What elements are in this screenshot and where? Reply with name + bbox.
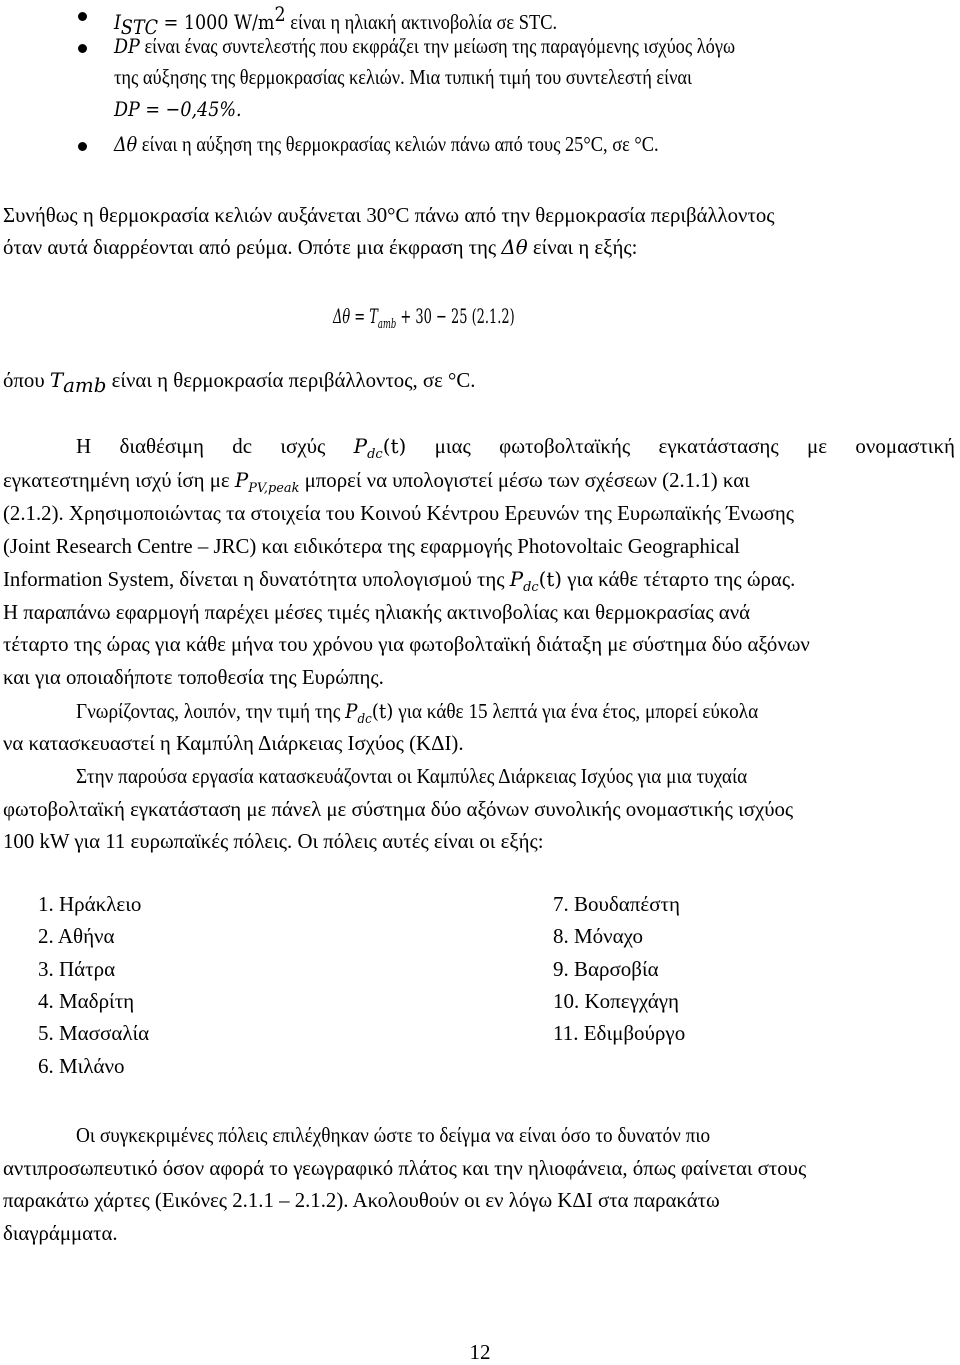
para4-line3: 100 kW για 11 ευρωπαϊκές πόλεις. Οι πόλεις αυτές είναι οι εξής: [3,829,544,853]
list-item: 2. Αθήνα [38,924,115,948]
para5-line4: διαγράμματα. [3,1221,118,1245]
p-pv-peak-symbol: $P_{PV,peak}$ [234,468,300,496]
para2-line3: (2.1.2). Χρησιμοποιώντας τα στοιχεία του Κοινού Κέντρου Ερευνών της Ευρωπαϊκής Ένωσης [3,501,795,525]
para1-line2: όταν αυτά διαρρέονται από ρεύμα. Οπότε μια έκφραση της Δθ είναι η εξής: [3,235,638,259]
bullet-marker [78,12,87,21]
para3-line1: Γνωρίζοντας, λοιπόν, την τιμή της $P_{dc}(t)$ για κάθε 15 λεπτά για ένα έτος, μπορεί εύκολα [76,699,759,727]
para2-line1: Η διαθέσιμη dc ισχύς $P_{dc}(t)$ μιας φωτοβολταϊκής εγκατάστασης με ονομαστική [76,432,955,469]
para4-line2: φωτοβολταϊκή εγκατάσταση με πάνελ με σύστημα δύο αξόνων συνολικής ονομαστικής ισχύος [3,797,794,821]
p-dc-symbol: $P_{dc}(t)$ [353,434,407,462]
bullet-2: DP είναι ένας συντελεστής που εκφράζει την μείωση της παραγόμενης ισχύος λόγω [114,34,736,58]
list-item: 1. Ηράκλειο [38,892,142,916]
list-item: 6. Μιλάνο [38,1054,125,1078]
bullet-3: Δθ είναι η αύξηση της θερμοκρασίας κελιών πάνω από τους 25°C, σε °C. [114,132,659,156]
para2-line6: Η παραπάνω εφαρμογή παρέχει μέσες τιμές ηλιακής ακτινοβολίας και θερμοκρασίας ανά [3,600,751,624]
where-line: όπου $T_{amb}$ είναι η θερμοκρασία περιβάλλοντος, σε °C. [3,368,476,398]
para2-line7: τέταρτο της ώρας για κάθε μήνα του χρόνου για φωτοβολταϊκή διάταξη με σύστημα δύο αξόνων [3,632,810,656]
list-item: 8. Μόναχο [553,924,644,948]
para4-line1: Στην παρούσα εργασία κατασκευάζονται οι Καμπύλες Διάρκειας Ισχύος για μια τυχαία [76,764,748,788]
equation-2-1-2: $\Delta\theta = T_{amb} + 30 - 25$ (2.1.2) [333,304,515,332]
para5-line2: αντιπροσωπευτικό όσον αφορά το γεωγραφικό πλάτος και την ηλιοφάνεια, όπως φαίνεται στους [3,1156,807,1180]
list-item: 7. Βουδαπέστη [553,892,680,916]
bullet-marker [78,44,87,53]
para2-line8: και για οποιαδήποτε τοποθεσία της Ευρώπης. [3,665,384,689]
list-item: 9. Βαρσοβία [553,957,659,981]
list-item: 5. Μασσαλία [38,1021,150,1045]
list-item: 10. Κοπεγχάγη [553,989,679,1013]
para5-line1: Οι συγκεκριμένες πόλεις επιλέχθηκαν ώστε το δείγμα να είναι όσο το δυνατόν πιο [76,1123,711,1147]
para2-line5: Information System, δίνεται η δυνατότητα υπολογισμού της $P_{dc}(t)$ για κάθε τέταρτο της ώρας. [3,567,796,595]
list-item: 3. Πάτρα [38,957,116,981]
list-item: 11. Εδιμβούργο [553,1021,686,1045]
para5-line3: παρακάτω χάρτες (Εικόνες 2.1.1 – 2.1.2). Ακολουθούν οι εν λόγω ΚΔΙ στα παρακάτω [3,1188,720,1212]
bullet-2-line3: DP = −0,45%. [114,97,242,121]
para3-line2: να κατασκευαστεί η Καμπύλη Διάρκειας Ισχύος (ΚΔΙ). [3,731,464,755]
para2-line4: (Joint Research Centre – JRC) και ειδικότερα της εφαρμογής Photovoltaic Geographical [3,534,740,558]
bullet-2-line2: της αύξησης της θερμοκρασίας κελιών. Μια τυπική τιμή του συντελεστή είναι [114,65,693,89]
bullet-1: $I_{STC} = 1000$ $W/m^2$ είναι η ηλιακή ακτινοβολία σε STC. [114,2,558,40]
para1-line1: Συνήθως η θερμοκρασία κελιών αυξάνεται 30°C πάνω από την θερμοκρασία περιβάλλοντος [3,203,775,227]
page-number: 12 [469,1340,491,1364]
para2-line2: εγκατεστημένη ισχύ ίση με $P_{PV,peak}$ μπορεί να υπολογιστεί μέσω των σχέσεων (2.1.1) και [3,468,750,496]
list-item: 4. Μαδρίτη [38,989,135,1013]
bullet-marker [78,142,87,151]
